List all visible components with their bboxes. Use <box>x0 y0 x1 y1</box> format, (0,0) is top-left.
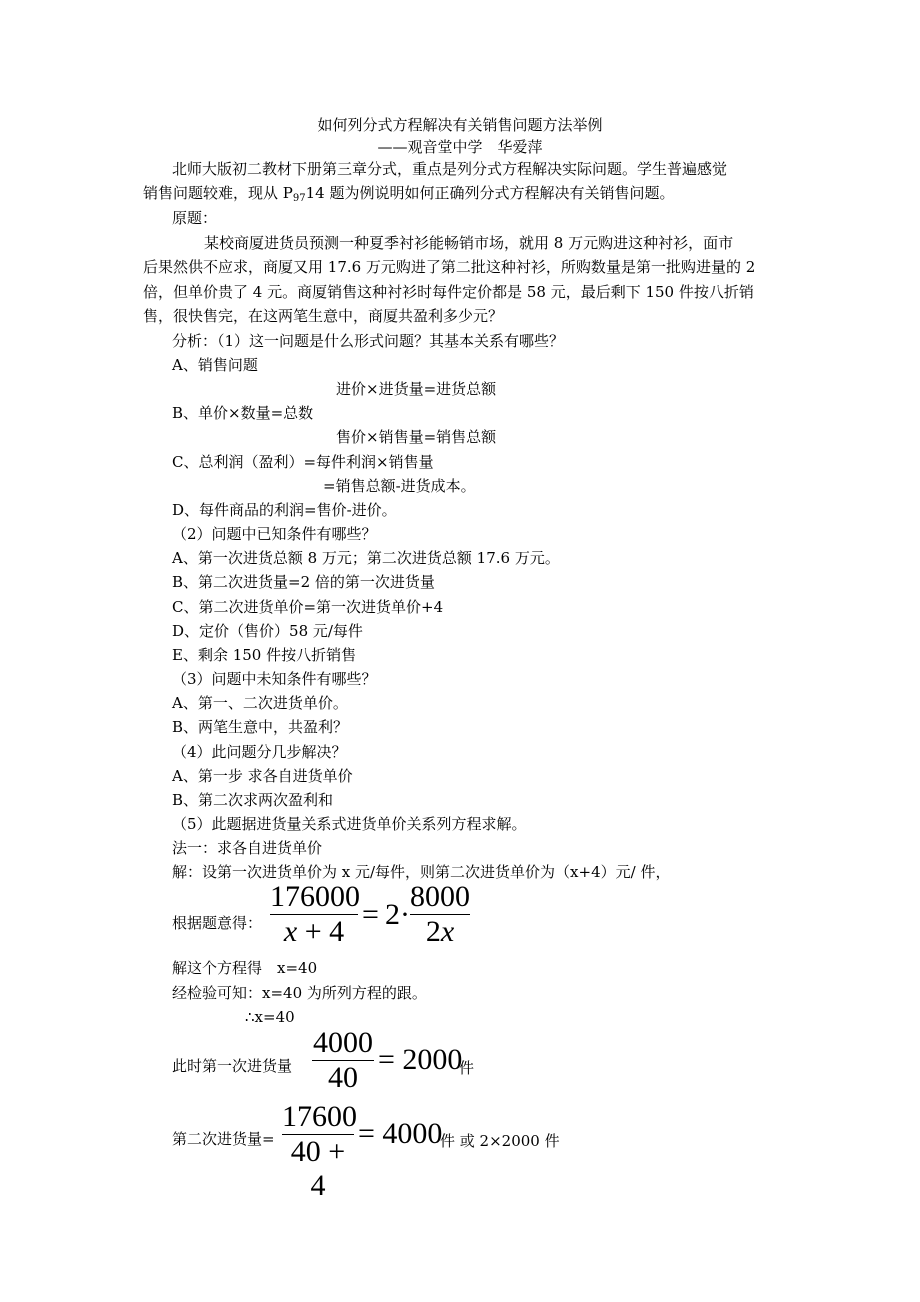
document-title: 如何列分式方程解决有关销售问题方法举例 <box>317 116 603 134</box>
analysis-question-3: （3）问题中未知条件有哪些？ <box>172 670 377 688</box>
first-quantity-label: 此时第一次进货量 <box>172 1057 293 1075</box>
rhs-denominator: 2x <box>425 915 455 948</box>
first-quantity-unit: 件 <box>459 1059 475 1077</box>
original-problem-label: 原题： <box>172 209 218 227</box>
therefore-line: ∴x=40 <box>245 1008 295 1026</box>
lhs-fraction <box>270 880 358 949</box>
analysis-question-1: 分析：（1）这一问题是什么形式问题？其基本关系有哪些？ <box>172 332 565 350</box>
second-quantity-result: = 4000 <box>358 1117 443 1150</box>
lhs-denominator: x + 4 <box>283 915 345 948</box>
first-quantity-denominator: 40 <box>328 1061 358 1094</box>
analysis-c-formula: =销售总额-进货成本。 <box>323 477 476 495</box>
analysis-b: B、单价×数量=总数 <box>172 404 314 422</box>
unknown-item-a: A、第一、二次进货单价。 <box>172 694 348 712</box>
first-quantity-fraction <box>312 1026 374 1095</box>
analysis-question-4: （4）此问题分几步解决？ <box>172 743 347 761</box>
analysis-question-5: （5）此题据进货量关系式进货单价关系列方程求解。 <box>172 815 527 833</box>
analysis-d: D、每件商品的利润=售价-进价。 <box>172 501 397 519</box>
second-quantity-formula <box>282 1100 462 1202</box>
second-quantity-fraction <box>282 1100 357 1203</box>
known-item-b: B、第二次进货量=2 倍的第一次进货量 <box>172 573 435 591</box>
known-item-a: A、第一次进货总额 8 万元；第二次进货总额 17.6 万元。 <box>172 549 560 567</box>
lhs-numerator: 176000 <box>270 880 360 913</box>
step-item-b: B、第二次求两次盈利和 <box>172 791 334 809</box>
check-line: 经检验可知：x=40 为所列方程的跟。 <box>172 984 427 1002</box>
coefficient: 2· <box>385 898 410 931</box>
second-quantity-numerator: 17600 <box>282 1100 357 1133</box>
problem-line-2: 后果然供不应求，商厦又用 17.6 万元购进了第二批这种衬衫，所购数量是第一批购进量的 2 <box>143 258 756 276</box>
unknown-item-b: B、两笔生意中，共盈利？ <box>172 718 349 736</box>
intro-line-2: 销售问题较难，现从 $P_{97}14$ 题为例说明如何正确列分式方程解决有关销售问题。 <box>143 184 675 204</box>
known-item-c: C、第二次进货单价=第一次进货单价+4 <box>172 598 444 616</box>
intro-line-1: 北师大版初二教材下册第三章分式，重点是列分式方程解决实际问题。学生普遍感觉 <box>172 160 728 178</box>
first-quantity-result: = 2000 <box>378 1043 463 1076</box>
step-item-a: A、第一步 求各自进货单价 <box>172 767 353 785</box>
analysis-a: A、销售问题 <box>172 356 258 374</box>
known-item-e: E、剩余 150 件按八折销售 <box>172 646 357 664</box>
analysis-a-formula: 进价×进货量=进货总额 <box>336 380 497 398</box>
problem-line-1: 某校商厦进货员预测一种夏季衬衫能畅销市场，就用 8 万元购进这种衬衫，面市 <box>204 234 734 252</box>
equals-sign: = <box>362 898 379 931</box>
method-title: 法一：求各自进货单价 <box>172 839 323 857</box>
rhs-fraction <box>410 880 470 949</box>
analysis-c: C、总利润（盈利）=每件利润×销售量 <box>172 453 434 471</box>
second-quantity-label: 第二次进货量= <box>172 1130 275 1148</box>
first-quantity-numerator: 4000 <box>313 1026 373 1059</box>
solve-line: 解这个方程得 x=40 <box>172 959 318 977</box>
author-line: ——观音堂中学 华爱萍 <box>377 138 543 156</box>
main-equation <box>270 880 470 960</box>
second-quantity-denominator: 40 + 4 <box>290 1135 346 1202</box>
second-quantity-unit: 件 或 2×2000 件 <box>440 1132 560 1150</box>
analysis-question-2: （2）问题中已知条件有哪些？ <box>172 525 377 543</box>
equation-label: 根据题意得： <box>172 914 263 932</box>
analysis-b-formula: 售价×销售量=销售总额 <box>336 428 497 446</box>
rhs-numerator: 8000 <box>410 880 470 913</box>
problem-line-4: 售，很快售完，在这两笔生意中，商厦共盈利多少元？ <box>143 307 504 325</box>
problem-line-3: 倍，但单价贵了 4 元。商厦销售这种衬衫时每件定价都是 58 元，最后剩下 150 件按八折销 <box>143 283 754 301</box>
known-item-d: D、定价（售价）58 元/每件 <box>172 622 363 640</box>
solution-setup: 解：设第一次进货单价为 x 元/每件，则第二次进货单价为（x+4）元/ 件， <box>172 863 671 881</box>
